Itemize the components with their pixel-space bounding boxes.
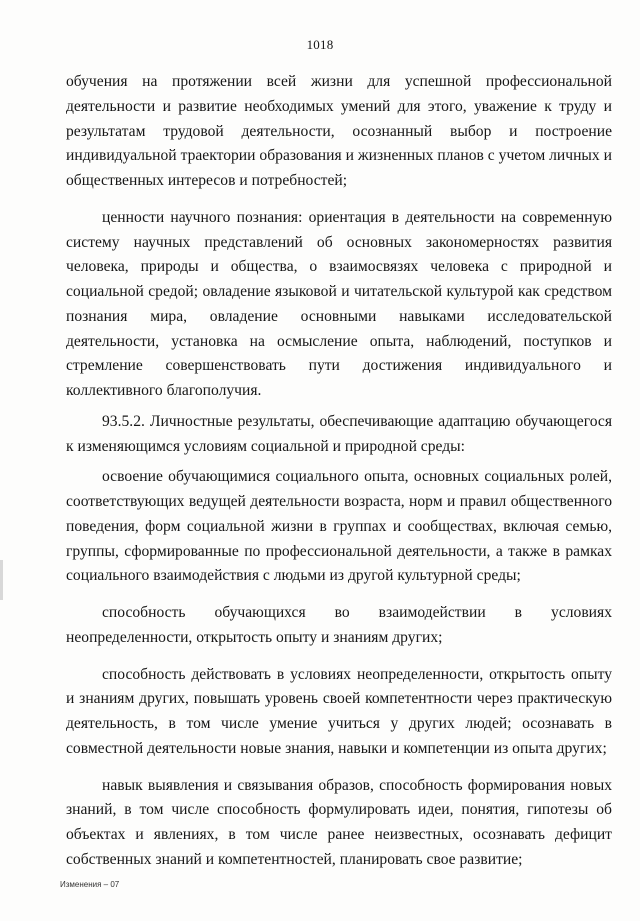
paragraph-section-heading: 93.5.2. Личностные результаты, обеспечивающие адаптацию обучающегося к изменяющимся условиям социальной и природной среды: <box>66 412 612 455</box>
paragraph-social-experience: освоение обучающимися социального опыта, основных социальных ролей, соответствующих ведущей деятельности возраста, норм и правил общественного поведения, форм социальной жизни в группах и сообществах, включая семью, группы, сформированные по профессиональной деятельности, а также в рамках социального взаимодействия с людьми из другой культурной среды; <box>66 468 612 585</box>
paragraph-scientific-values: ценности научного познания: ориентация в деятельности на современную систему научных представлений об основных закономерностях развития человека, природы и общества, о взаимосвязях человека с природной и социальной средой; овладение языковой и читательской культурой как средством познания мира, овладение основными навыками исследовательской деятельности, установка на осмысление опыта, наблюдений, поступков и стремление совершенствовать пути достижения индивидуального и коллективного благополучия. <box>66 208 612 399</box>
paragraph-uncertainty-interaction: способность обучающихся во взаимодействии в условиях неопределенности, открытость опыту и знаниям других; <box>66 604 612 646</box>
scan-edge-mark <box>0 560 3 600</box>
paragraph-image-linking: навык выявления и связывания образов, способность формирования новых знаний, в том числе способность формулировать идеи, понятия, гипотезы об объектах и явлениях, в том числе ранее неизвестных, осознавать дефицит собственных знаний и компетентностей, планировать свое развитие; <box>66 776 612 868</box>
paragraph-continuation: обучения на протяжении всей жизни для успешной профессиональной деятельности и развитие необходимых умений для этого, уважение к труду и результатам трудовой деятельности, осознанный выбор и построение индивидуальной траектории образования и жизненных планов с учетом личных и общественных интересов и потребностей; <box>66 73 612 189</box>
paragraph-act-under-uncertainty: способность действовать в условиях неопределенности, открытость опыту и знаниям других, повышать уровень своей компетентности через практическую деятельность, в том числе умение учиться у других людей; осознавать в совместной деятельности новые знания, навыки и компетенции из опыта других; <box>66 665 612 757</box>
page-body <box>66 70 612 873</box>
page-footer: Изменения – 07 <box>60 880 120 889</box>
page-number: 1018 <box>306 37 334 52</box>
